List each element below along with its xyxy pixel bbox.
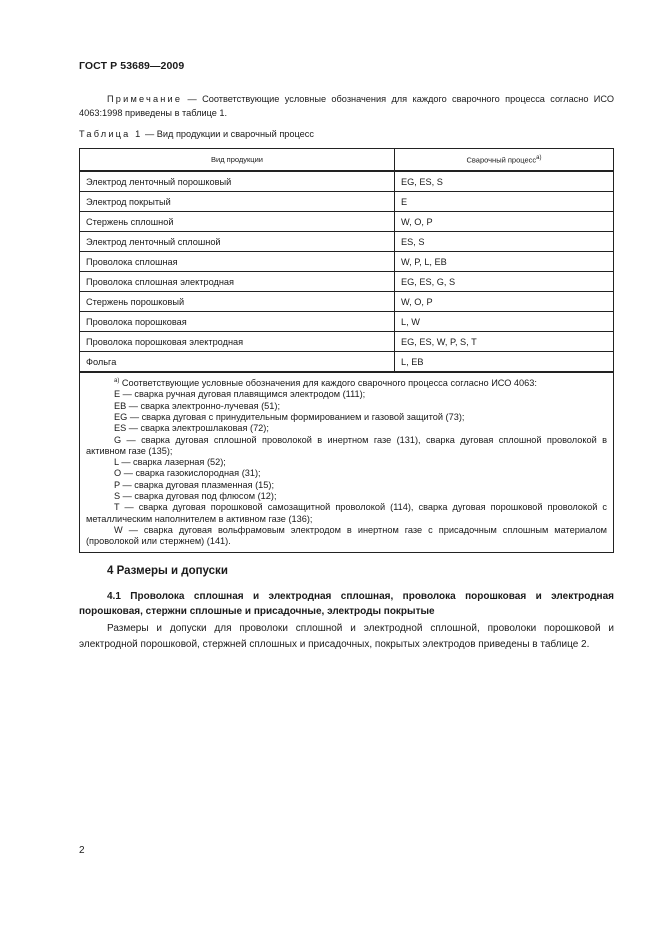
section-paragraph: Размеры и допуски для проволоки сплошной и электродной сплошной, проволоки порошковой и электродной порошковой, стержней сплошных и присадочных, покрытых электродов приведены в таблице 2. <box>79 623 614 650</box>
cell-product: Проволока порошковая <box>80 312 395 332</box>
document-id: ГОСТ Р 53689—2009 <box>79 60 185 72</box>
cell-process: E <box>395 192 614 212</box>
note-text: — Соответствующие условные обозначения для каждого сварочного процесса согласно ИСО 4063:1998 приведены в таблице 1. <box>79 94 614 118</box>
footnote-item: T — сварка дуговая порошковой самозащитной проволокой (114), сварка дуговая порошковой проволокой с металлическим наполнителем в активном газе (136); <box>86 502 607 524</box>
page-number: 2 <box>79 845 85 856</box>
cell-product: Проволока сплошная электродная <box>80 272 395 292</box>
cell-process: L, W <box>395 312 614 332</box>
table-caption-label: Таблица 1 <box>79 129 143 139</box>
cell-product: Электрод ленточный порошковый <box>80 171 395 192</box>
table-header-row <box>80 149 614 172</box>
cell-product: Проволока порошковая электродная <box>80 332 395 352</box>
column-header-product: Вид продукции <box>80 149 395 172</box>
table-row <box>80 252 614 272</box>
table-row <box>80 312 614 332</box>
footnote-item: W — сварка дуговая вольфрамовым электродом в инертном газе с присадочным сплошным материалом (проволокой или стержнем) (141). <box>86 524 607 547</box>
footnote-item: G — сварка дуговая сплошной проволокой в инертном газе (131), сварка дуговая сплошной проволокой в активном газе (135); <box>86 434 607 456</box>
footnote-item: E — сварка ручная дуговая плавящимся электродом (111); <box>114 389 366 400</box>
cell-process: EG, ES, W, P, S, T <box>395 332 614 352</box>
cell-process: EG, ES, G, S <box>395 272 614 292</box>
table-row <box>80 352 614 373</box>
table-row <box>80 232 614 252</box>
footnote-item: P — сварка дуговая плазменная (15); <box>114 479 275 490</box>
table-footnote-row <box>80 372 614 552</box>
table-row <box>80 332 614 352</box>
footnote-item: ES — сварка электрошлаковая (72); <box>114 423 269 434</box>
section-title: 4 Размеры и допуски <box>107 565 228 577</box>
table-row <box>80 272 614 292</box>
footnote-item: L — сварка лазерная (52); <box>114 457 226 468</box>
cell-process: EG, ES, S <box>395 171 614 192</box>
table-caption <box>79 129 314 139</box>
table-row <box>80 171 614 192</box>
footnote-items <box>86 389 607 547</box>
note-paragraph <box>79 92 614 120</box>
table-row <box>80 212 614 232</box>
table-body <box>80 171 614 372</box>
footnote-marker: a) <box>536 154 542 161</box>
footnote-item: O — сварка газокислородная (31); <box>114 468 261 479</box>
cell-process: ES, S <box>395 232 614 252</box>
table-caption-text: — Вид продукции и сварочный процесс <box>142 129 314 139</box>
cell-product: Фольга <box>80 352 395 373</box>
product-process-table <box>79 148 614 553</box>
footnote-item: EB — сварка электронно-лучевая (51); <box>114 400 281 411</box>
cell-product: Стержень порошковый <box>80 292 395 312</box>
footnote-item: EG — сварка дуговая с принудительным формированием и газовой защитой (73); <box>114 411 465 422</box>
note-label: Примечание <box>107 94 183 104</box>
column-header-process: Сварочный процесс$^{a)}$ <box>395 149 614 172</box>
table-row <box>80 192 614 212</box>
footnote-item: S — сварка дуговая под флюсом (12); <box>114 491 277 502</box>
footnote-intro: $^{a)}$ Соответствующие условные обозначения для каждого сварочного процесса согласно ИСО 4063: <box>114 378 537 389</box>
cell-product: Электрод покрытый <box>80 192 395 212</box>
table-row <box>80 292 614 312</box>
cell-process: W, P, L, EB <box>395 252 614 272</box>
cell-product: Проволока сплошная <box>80 252 395 272</box>
cell-process: W, O, P <box>395 292 614 312</box>
table-footnote <box>80 372 614 552</box>
cell-product: Электрод ленточный сплошной <box>80 232 395 252</box>
cell-process: W, O, P <box>395 212 614 232</box>
cell-process: L, EB <box>395 352 614 373</box>
cell-product: Стержень сплошной <box>80 212 395 232</box>
subsection-title: 4.1 Проволока сплошная и электродная сплошная, проволока порошковая и электродная порошковая, стержни сплошные и присадочные, электроды покрытые <box>79 591 614 617</box>
